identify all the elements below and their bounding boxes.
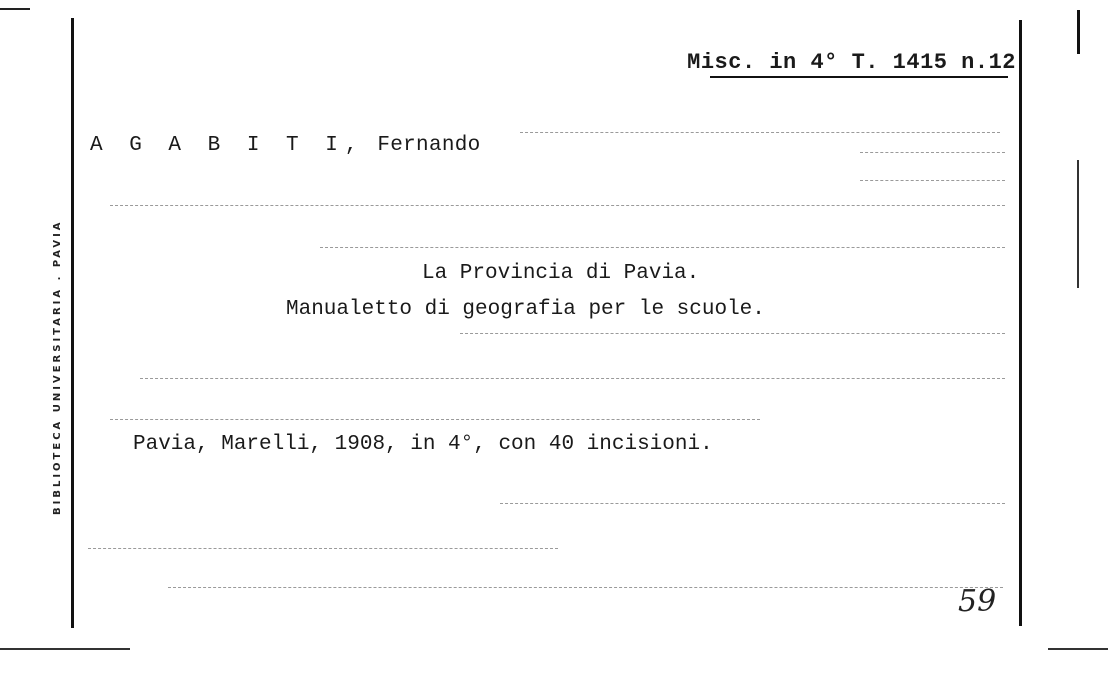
author-given-name: Fernando [377, 134, 481, 157]
title-line-2: Manualetto di geografia per le scuole. [286, 298, 765, 321]
call-number-underline [710, 76, 1008, 78]
ruled-line [460, 333, 1005, 334]
ruled-line [320, 247, 1005, 248]
handwritten-number: 59 [958, 584, 997, 619]
ruled-line [860, 180, 1005, 181]
library-stamp: BIBLIOTECA UNIVERSITARIA . PAVIA [52, 219, 63, 515]
ruled-line [500, 503, 1005, 504]
ruled-line [140, 378, 1005, 379]
left-border-line [71, 18, 74, 628]
edge-mark [0, 8, 30, 10]
ruled-line [520, 132, 1000, 133]
ruled-line [168, 587, 1003, 588]
call-number: Misc. in 4° T. 1415 n.12 [687, 50, 1016, 75]
title-line-1: La Provincia di Pavia. [422, 262, 700, 285]
edge-mark [1077, 10, 1080, 54]
ruled-line [860, 152, 1005, 153]
ruled-line [110, 419, 760, 420]
edge-mark [0, 648, 130, 650]
edge-mark [1048, 648, 1108, 650]
imprint-line: Pavia, Marelli, 1908, in 4°, con 40 incisioni. [133, 433, 713, 456]
right-border-line [1019, 20, 1022, 626]
author-surname: A G A B I T I, [90, 134, 365, 157]
ruled-line [88, 548, 558, 549]
ruled-line [110, 205, 1005, 206]
edge-mark [1077, 160, 1079, 288]
author-heading [90, 134, 481, 157]
